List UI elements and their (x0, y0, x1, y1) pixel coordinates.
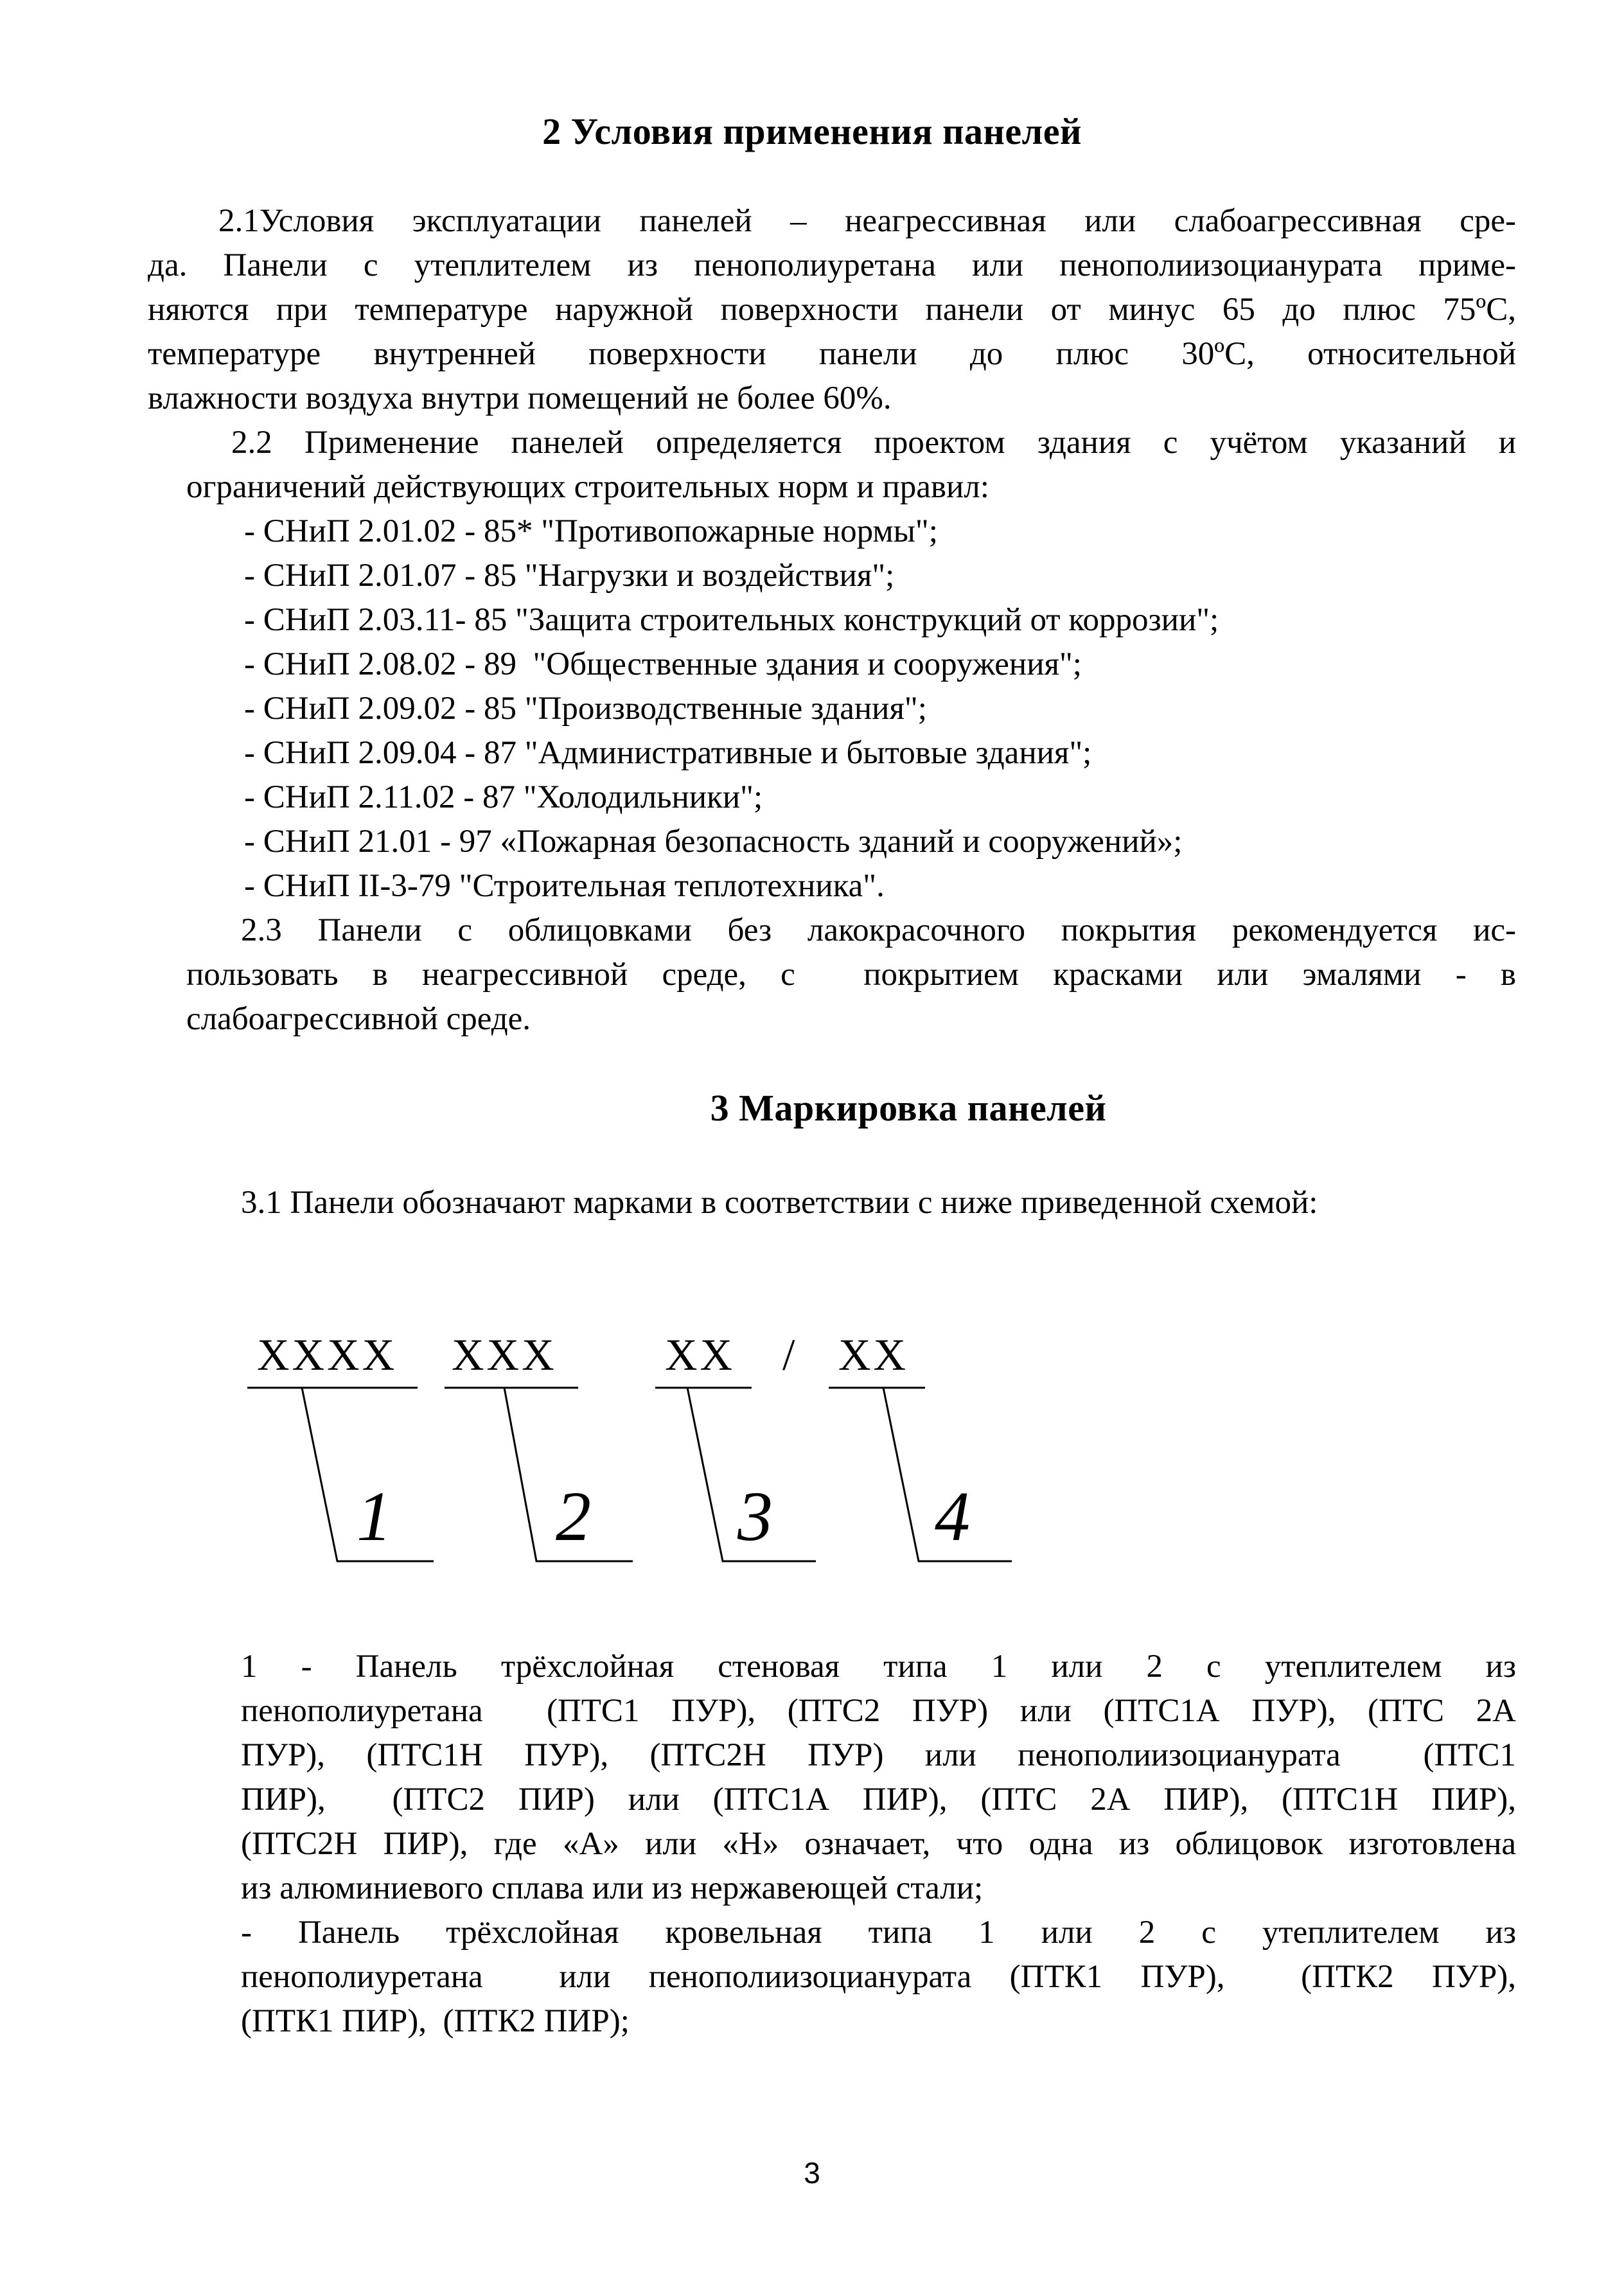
paragraph-2-2 (186, 421, 1516, 509)
p2-1-line-5: влажности воздуха внутри помещений не более 60%. (148, 380, 892, 416)
norm-item: - СНиП 2.09.02 - 85 "Производственные здания"; (244, 691, 927, 727)
norm-item: - СНиП II-3-79 "Строительная теплотехника". (244, 868, 885, 904)
p2-1-line-4: температуре внутренней поверхности панели до плюс 30ºС, относительной (148, 336, 1516, 372)
p2-3-line-1: 2.3 Панели с облицовками без лакокрасочного покрытия рекомендуется ис- (241, 912, 1516, 948)
legend-line-5: (ПТС2Н ПИР), где «А» или «Н» означает, что одна из облицовок изготовлена (241, 1826, 1516, 1862)
section-2-title: 2 Условия применения панелей (542, 111, 1082, 152)
scheme-separator: / (782, 1331, 798, 1380)
scheme-number-2: 2 (556, 1477, 591, 1555)
p2-1-line-3: няются при температуре наружной поверхности панели от минус 65 до плюс 75ºС, (148, 292, 1516, 328)
scheme-code-1: XXXX (257, 1331, 398, 1380)
paragraph-3-1: 3.1 Панели обозначают марками в соответствии с ниже приведенной схемой: (241, 1185, 1318, 1221)
legend-line-6: из алюминиевого сплава или из нержавеющей стали; (241, 1870, 984, 1906)
p2-1-line-1: 2.1Условия эксплуатации панелей – неагрессивная или слабоагрессивная сре- (218, 203, 1516, 239)
paragraph-2-3 (186, 908, 1516, 1041)
p2-3-line-3: слабоагрессивной среде. (186, 1001, 531, 1037)
legend-line-3: ПУР), (ПТС1Н ПУР), (ПТС2Н ПУР) или пенополиизоцианурата (ПТС1 (241, 1737, 1516, 1773)
p2-3-line-2: пользовать в неагрессивной среде, с покрытием красками или эмалями - в (186, 957, 1516, 993)
norm-item: - СНиП 2.01.02 - 85* "Противопожарные нормы"; (244, 513, 938, 549)
scheme-code-2: XXX (452, 1331, 557, 1380)
legend-line-1: 1 - Панель трёхслойная стеновая типа 1 или 2 с утеплителем из (241, 1649, 1516, 1685)
scheme-code-3: XX (665, 1331, 736, 1380)
scheme-number-3: 3 (737, 1477, 773, 1555)
scheme-number-4: 4 (935, 1477, 970, 1555)
norm-item: - СНиП 2.09.04 - 87 "Административные и бытовые здания"; (244, 735, 1092, 771)
norm-item: - СНиП 2.01.07 - 85 "Нагрузки и воздействия"; (244, 558, 895, 594)
norm-item: - СНиП 21.01 - 97 «Пожарная безопасность зданий и сооружений»; (244, 824, 1183, 860)
p2-2-line-2: ограничений действующих строительных норм и правил: (186, 469, 989, 505)
p2-2-line-1: 2.2 Применение панелей определяется проектом здания с учётом указаний и (231, 425, 1516, 461)
norms-list (244, 509, 1516, 908)
p2-1-line-2: да. Панели с утеплителем из пенополиуретана или пенополиизоцианурата приме- (148, 247, 1516, 283)
legend-line-2: пенополиуретана (ПТС1 ПУР), (ПТС2 ПУР) или (ПТС1А ПУР), (ПТС 2А (241, 1693, 1516, 1729)
norm-item: - СНиП 2.03.11- 85 "Защита строительных конструкций от коррозии"; (244, 602, 1219, 638)
norm-item: - СНиП 2.08.02 - 89 "Общественные здания и сооружения"; (244, 646, 1082, 682)
norm-item: - СНиП 2.11.02 - 87 "Холодильники"; (244, 779, 763, 815)
legend-line-4: ПИР), (ПТС2 ПИР) или (ПТС1А ПИР), (ПТС 2А ПИР), (ПТС1Н ПИР), (241, 1782, 1516, 1818)
legend-line-9: (ПТК1 ПИР), (ПТК2 ПИР); (241, 2003, 630, 2039)
paragraph-2-1 (148, 199, 1516, 421)
legend-line-8: пенополиуретана или пенополиизоцианурата (ПТК1 ПУР), (ПТК2 ПУР), (241, 1959, 1516, 1995)
scheme-legend (241, 1645, 1516, 2044)
section-3-title: 3 Маркировка панелей (710, 1087, 1107, 1129)
page-number: 3 (804, 2156, 820, 2190)
scheme-number-1: 1 (357, 1477, 392, 1555)
legend-line-7: - Панель трёхслойная кровельная типа 1 или 2 с утеплителем из (241, 1915, 1516, 1951)
scheme-code-4: XX (838, 1331, 909, 1380)
